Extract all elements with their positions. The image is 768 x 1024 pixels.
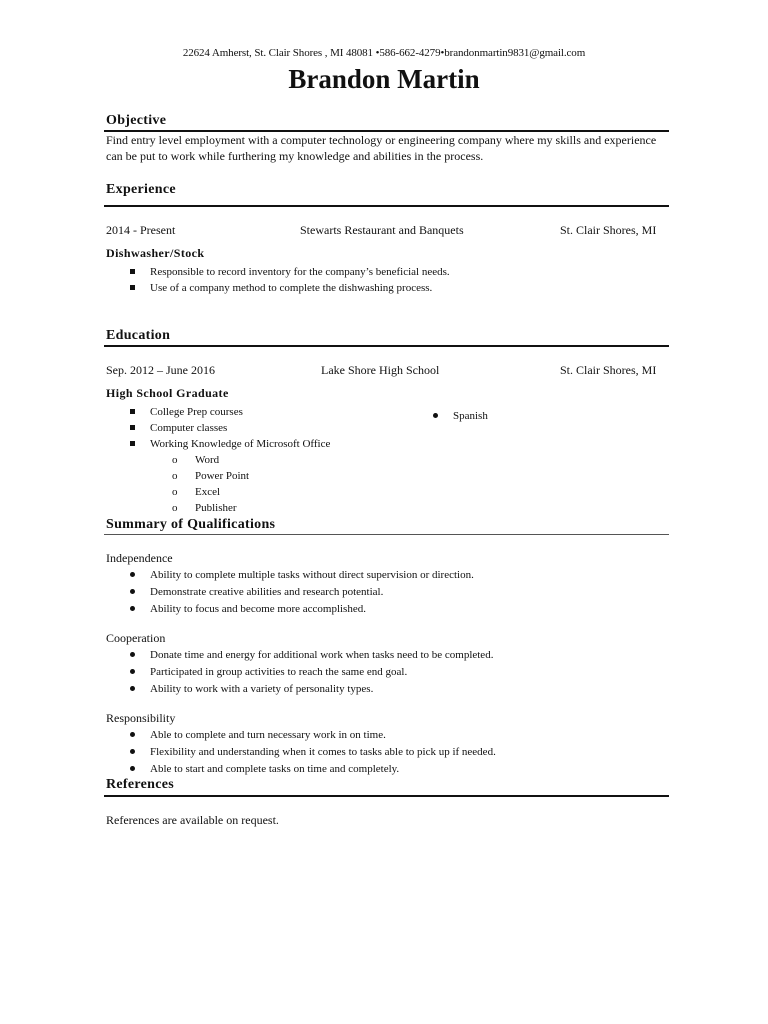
square-bullet-icon bbox=[130, 409, 135, 414]
list-item bbox=[130, 584, 670, 601]
list-item-text: College Prep courses bbox=[150, 406, 243, 418]
education-rule bbox=[104, 345, 669, 347]
round-bullet-icon bbox=[130, 652, 135, 657]
education-heading: Education bbox=[106, 328, 171, 343]
list-item bbox=[130, 727, 670, 744]
list-item bbox=[130, 436, 430, 452]
list-item-text: Use of a company method to complete the dishwashing process. bbox=[150, 282, 433, 294]
qualification-group-heading: Cooperation bbox=[106, 631, 166, 645]
list-item bbox=[130, 420, 430, 436]
experience-dates: 2014 - Present bbox=[106, 223, 176, 237]
list-item bbox=[130, 404, 430, 420]
list-item-text: Able to start and complete tasks on time and completely. bbox=[150, 763, 400, 775]
list-item bbox=[130, 664, 670, 681]
list-item-text: Demonstrate creative abilities and research potential. bbox=[150, 586, 384, 598]
circle-bullet-icon: o bbox=[172, 502, 178, 514]
square-bullet-icon bbox=[130, 269, 135, 274]
candidate-name: Brandon Martin bbox=[288, 64, 480, 94]
qualifications-rule bbox=[104, 534, 669, 535]
square-bullet-icon bbox=[130, 285, 135, 290]
sub-list-item-text: Publisher bbox=[195, 502, 237, 514]
list-item bbox=[130, 280, 650, 296]
qualification-group-heading: Responsibility bbox=[106, 711, 176, 725]
list-item-text: Working Knowledge of Microsoft Office bbox=[150, 438, 331, 450]
qualification-group-list bbox=[130, 647, 670, 698]
sub-list-item bbox=[130, 452, 430, 468]
round-bullet-icon bbox=[433, 413, 438, 418]
list-item bbox=[130, 744, 670, 761]
list-item-text: Flexibility and understanding when it comes to tasks able to pick up if needed. bbox=[150, 746, 496, 758]
list-item bbox=[130, 264, 650, 280]
education-bullet-list bbox=[130, 404, 430, 516]
round-bullet-icon bbox=[130, 686, 135, 691]
square-bullet-icon bbox=[130, 441, 135, 446]
sub-list-item bbox=[130, 500, 430, 516]
list-item-text: Ability to focus and become more accomplished. bbox=[150, 603, 366, 615]
experience-rule bbox=[104, 205, 669, 207]
education-dates: Sep. 2012 – June 2016 bbox=[106, 363, 215, 377]
circle-bullet-icon: o bbox=[172, 454, 178, 466]
education-role: High School Graduate bbox=[106, 386, 229, 400]
qualification-group-list bbox=[130, 567, 670, 618]
education-extra-item bbox=[433, 408, 488, 424]
sub-list-item-text: Excel bbox=[195, 486, 221, 498]
round-bullet-icon bbox=[130, 572, 135, 577]
list-item bbox=[130, 761, 670, 778]
references-heading: References bbox=[106, 777, 175, 792]
list-item-text: Spanish bbox=[453, 410, 488, 422]
education-school: Lake Shore High School bbox=[321, 363, 440, 377]
round-bullet-icon bbox=[130, 669, 135, 674]
qualification-group-heading: Independence bbox=[106, 551, 173, 565]
experience-bullet-list bbox=[130, 264, 650, 296]
round-bullet-icon bbox=[130, 606, 135, 611]
qualification-group-list bbox=[130, 727, 670, 778]
objective-text: Find entry level employment with a computer technology or engineering company where my skills and experience can be put to work while furthering my knowledge and abilities in the process. bbox=[106, 133, 657, 163]
experience-heading: Experience bbox=[106, 182, 176, 197]
education-location: St. Clair Shores, MI bbox=[560, 363, 657, 377]
list-item bbox=[130, 567, 670, 584]
experience-location: St. Clair Shores, MI bbox=[560, 223, 657, 237]
contact-line: 22624 Amherst, St. Clair Shores , MI 48081 •586-662-4279•brandonmartin9831@gmail.com bbox=[182, 47, 586, 59]
qualifications-heading: Summary of Qualifications bbox=[106, 517, 276, 532]
round-bullet-icon bbox=[130, 589, 135, 594]
round-bullet-icon bbox=[130, 732, 135, 737]
sub-list-item bbox=[130, 468, 430, 484]
experience-role: Dishwasher/Stock bbox=[106, 246, 205, 260]
list-item-text: Computer classes bbox=[150, 422, 228, 434]
list-item bbox=[130, 681, 670, 698]
list-item bbox=[130, 601, 670, 618]
objective-heading: Objective bbox=[106, 113, 167, 128]
sub-list-item bbox=[130, 484, 430, 500]
references-rule bbox=[104, 795, 669, 797]
experience-employer: Stewarts Restaurant and Banquets bbox=[300, 223, 464, 237]
list-item bbox=[130, 647, 670, 664]
list-item-text: Participated in group activities to reach the same end goal. bbox=[150, 666, 408, 678]
sub-list-item-text: Word bbox=[195, 454, 220, 466]
list-item-text: Donate time and energy for additional work when tasks need to be completed. bbox=[150, 649, 494, 661]
list-item-text: Ability to work with a variety of personality types. bbox=[150, 683, 374, 695]
circle-bullet-icon: o bbox=[172, 486, 178, 498]
list-item-text: Ability to complete multiple tasks without direct supervision or direction. bbox=[150, 569, 474, 581]
round-bullet-icon bbox=[130, 749, 135, 754]
square-bullet-icon bbox=[130, 425, 135, 430]
round-bullet-icon bbox=[130, 766, 135, 771]
list-item-text: Responsible to record inventory for the company’s beneficial needs. bbox=[150, 266, 450, 278]
list-item-text: Able to complete and turn necessary work in on time. bbox=[150, 729, 386, 741]
circle-bullet-icon: o bbox=[172, 470, 178, 482]
references-text: References are available on request. bbox=[106, 813, 279, 827]
sub-list-item-text: Power Point bbox=[195, 470, 250, 482]
